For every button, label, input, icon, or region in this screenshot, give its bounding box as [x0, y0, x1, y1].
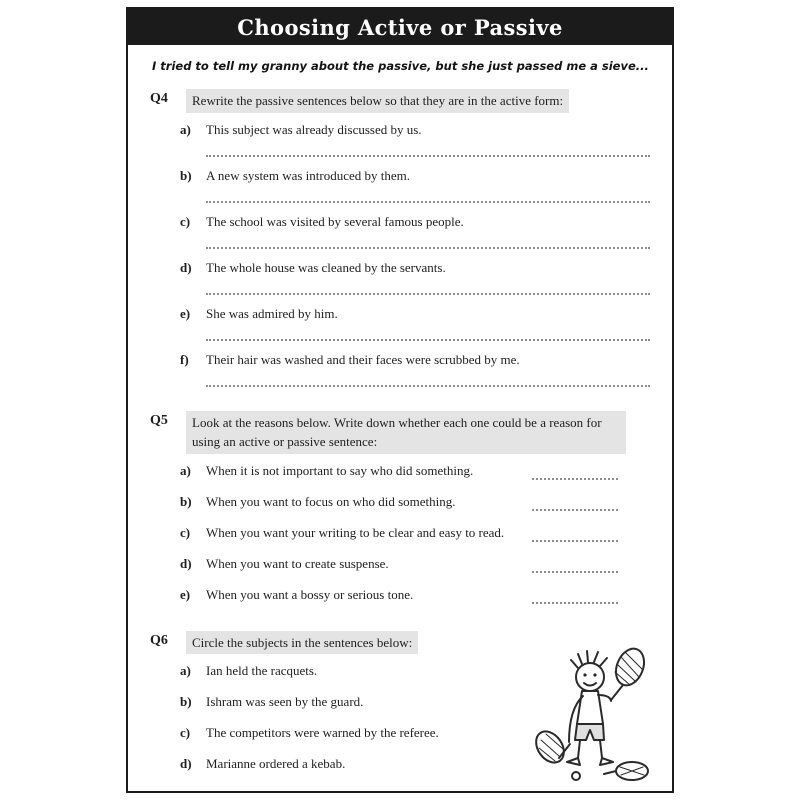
list-item: [180, 167, 652, 203]
question-prompt: Rewrite the passive sentences below so that they are in the active form:: [186, 89, 569, 113]
reason-text: When you want to focus on who did something.: [206, 493, 456, 509]
answer-line: [206, 377, 650, 387]
list-item: [180, 586, 652, 604]
worksheet-page: [126, 7, 674, 793]
question-prompt: Circle the subjects in the sentences below:: [186, 631, 418, 655]
section-gap: [150, 617, 652, 631]
sentence-text: Their hair was washed and their faces were scrubbed by me.: [206, 351, 520, 367]
question-number: Q5: [150, 412, 168, 428]
list-item: [180, 121, 652, 157]
question-number: Q6: [150, 632, 168, 648]
item-letter: c): [180, 213, 191, 229]
item-letter: b): [180, 694, 192, 709]
answer-line: [206, 285, 650, 295]
answer-line: [206, 147, 650, 157]
item-letter: d): [180, 555, 192, 571]
item-letter: f): [180, 351, 189, 367]
item-letter: b): [180, 493, 192, 509]
question-q5: [150, 411, 652, 604]
question-q4-header: [150, 89, 652, 113]
reason-text: When you want to create suspense.: [206, 555, 389, 571]
sentence-text: The whole house was cleaned by the servants.: [206, 259, 446, 275]
question-q4: [150, 89, 652, 387]
item-letter: a): [180, 663, 191, 678]
item-letter: a): [180, 121, 191, 137]
list-item: [180, 259, 652, 295]
reason-text: When you want your writing to be clear and easy to read.: [206, 524, 505, 540]
list-item: [180, 305, 652, 341]
answer-line: [206, 239, 650, 249]
sentence-text: The competitors were warned by the referee.: [206, 725, 439, 740]
item-letter: a): [180, 462, 191, 478]
answer-line: [206, 193, 650, 203]
sentence-text: Ian held the racquets.: [206, 663, 318, 678]
list-item: [180, 555, 652, 573]
list-item: [180, 351, 652, 387]
tennis-player-illustration: [512, 639, 664, 789]
answer-line: [206, 331, 650, 341]
list-item: [180, 462, 652, 480]
item-letter: d): [180, 756, 192, 771]
sentence-text: Ishram was seen by the guard.: [206, 694, 364, 709]
answer-dots: [532, 530, 618, 542]
sentence-row: [180, 305, 652, 323]
list-item: [180, 493, 652, 511]
question-q4-items: [180, 121, 652, 387]
sentence-text: This subject was already discussed by us.: [206, 121, 422, 137]
sentence-row: [180, 259, 652, 277]
item-letter: c): [180, 725, 191, 740]
sentence-row: [180, 213, 652, 231]
item-letter: b): [180, 167, 192, 183]
question-prompt: Look at the reasons below. Write down whether each one could be a reason for using an active or passive sentence:: [186, 411, 626, 454]
reason-text: When you want a bossy or serious tone.: [206, 586, 414, 602]
sentence-row: [180, 351, 652, 369]
section-gap: [150, 397, 652, 411]
sentence-row: [180, 121, 652, 139]
intro-joke-text: I tried to tell my granny about the passive, but she just passed me a sieve...: [152, 59, 649, 73]
question-number: Q4: [150, 91, 168, 106]
sentence-text: She was admired by him.: [206, 305, 338, 321]
item-letter: e): [180, 305, 191, 321]
item-letter: d): [180, 259, 192, 275]
item-letter: c): [180, 524, 191, 540]
worksheet-title-bar: [128, 9, 672, 45]
page-title: Choosing Active or Passive: [237, 14, 563, 40]
sentence-text: The school was visited by several famous people.: [206, 213, 464, 229]
item-letter: e): [180, 586, 191, 602]
reason-text: When it is not important to say who did something.: [206, 462, 474, 478]
sentence-text: A new system was introduced by them.: [206, 167, 410, 183]
answer-dots: [532, 561, 618, 573]
answer-dots: [532, 468, 618, 480]
sentence-row: [180, 167, 652, 185]
question-q5-items: [180, 462, 652, 604]
question-q5-header: [150, 411, 652, 454]
answer-dots: [532, 499, 618, 511]
answer-dots: [532, 592, 618, 604]
list-item: [180, 524, 652, 542]
list-item: [180, 213, 652, 249]
sentence-text: Marianne ordered a kebab.: [206, 756, 346, 771]
